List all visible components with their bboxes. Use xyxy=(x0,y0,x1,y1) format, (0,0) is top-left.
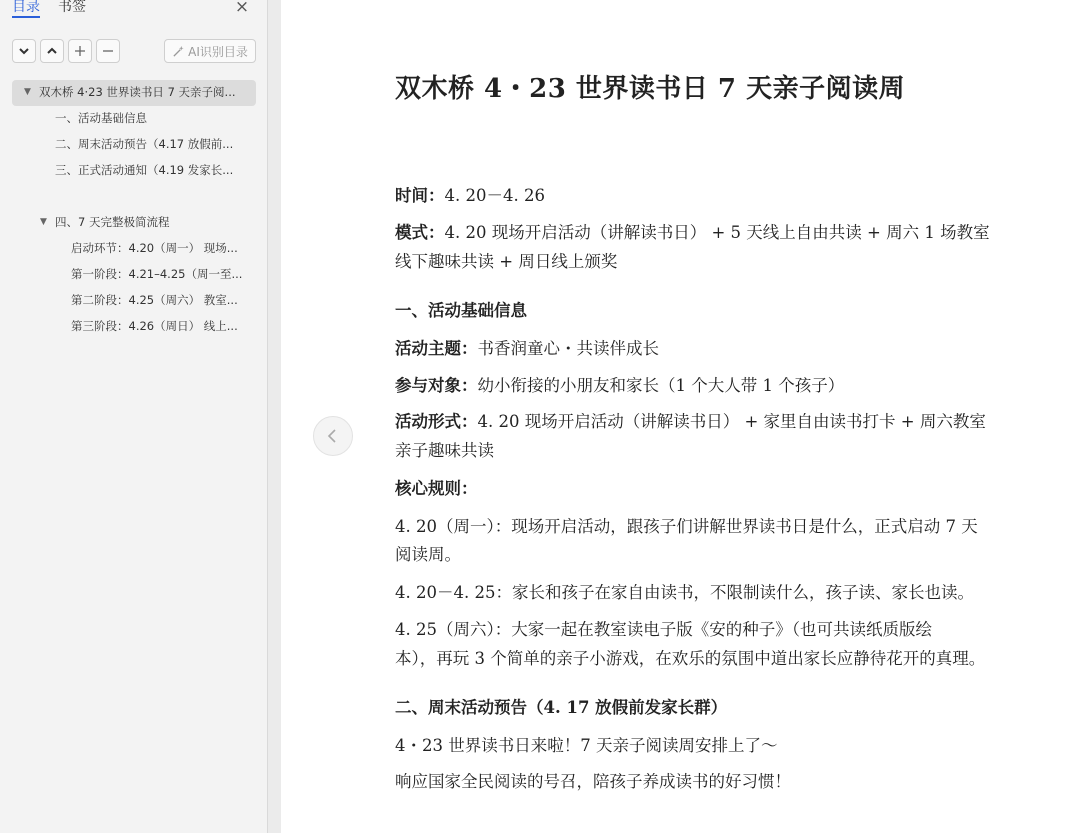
rules-line xyxy=(395,475,478,499)
theme-value: 书香润童心・共读伴成长 xyxy=(477,339,659,358)
toc-spacer xyxy=(12,184,256,210)
notice-line-2: 响应国家全民阅读的号召，陪孩子养成读书的好习惯！ xyxy=(395,772,791,791)
form-label: 活动形式： xyxy=(395,412,478,431)
toc-item-section-1[interactable] xyxy=(12,106,256,132)
plus-icon xyxy=(74,45,86,57)
mode-line-cont: 线下趣味共读 + 周日线上颁奖 xyxy=(395,252,618,271)
section-heading-1: 一、活动基础信息 xyxy=(395,301,527,320)
toc-item-label: 双木桥 4·23 世界读书日 7 天亲子阅... xyxy=(39,85,236,99)
close-icon[interactable]: × xyxy=(234,0,250,17)
ai-recognize-toc-label: AI识别目录 xyxy=(188,44,248,59)
theme-line xyxy=(395,335,659,359)
minus-icon xyxy=(102,45,114,57)
time-label: 时间： xyxy=(395,186,445,205)
expand-all-button[interactable] xyxy=(40,39,64,63)
toc-item-title[interactable] xyxy=(12,80,256,106)
toc-item-step-2[interactable] xyxy=(12,288,256,314)
sidebar-tabs xyxy=(0,0,268,24)
ai-magic-icon xyxy=(172,45,185,58)
target-value: 幼小衔接的小朋友和家长（1 个大人带 1 个孩子） xyxy=(477,376,845,395)
theme-label: 活动主题： xyxy=(395,339,478,358)
toc-item-label: 二、周末活动预告（4.17 放假前... xyxy=(55,137,234,151)
form-line xyxy=(395,408,986,432)
caret-down-icon[interactable]: ▼ xyxy=(40,217,47,227)
mode-line xyxy=(395,219,990,243)
prev-page-button[interactable] xyxy=(313,416,353,456)
rule-2: 4. 20－4. 25：家长和孩子在家自由读书，不限制读什么，孩子读、家长也读。 xyxy=(395,583,974,602)
toc-item-section-2[interactable] xyxy=(12,132,256,158)
toc-item-section-4[interactable] xyxy=(12,210,256,236)
add-heading-button[interactable] xyxy=(68,39,92,63)
section-heading-2: 二、周末活动预告（4. 17 放假前发家长群） xyxy=(395,698,728,717)
caret-down-icon[interactable]: ▼ xyxy=(24,87,31,97)
notice-line-1: 4・23 世界读书日来啦！7 天亲子阅读周安排上了～ xyxy=(395,736,778,755)
chevron-down-icon xyxy=(18,45,30,57)
toc-item-label: 第三阶段：4.26（周日） 线上... xyxy=(71,319,238,333)
toc-item-section-3[interactable] xyxy=(12,158,256,184)
form-value: 4. 20 现场开启活动（讲解读书日） + 家里自由读书打卡 + 周六教室 xyxy=(477,412,986,431)
toc-item-label: 第一阶段：4.21–4.25（周一至... xyxy=(71,267,243,281)
chevron-up-icon xyxy=(46,45,58,57)
remove-heading-button[interactable] xyxy=(96,39,120,63)
toc-item-step-1[interactable] xyxy=(12,262,256,288)
toc-item-step-launch[interactable] xyxy=(12,236,256,262)
ai-recognize-toc-button[interactable] xyxy=(164,39,256,63)
toc-item-label: 第二阶段：4.25（周六） 教室... xyxy=(71,293,238,307)
time-line xyxy=(395,182,545,206)
outline-sidebar xyxy=(0,0,268,833)
rule-3-cont: 本），再玩 3 个简单的亲子小游戏，在欢乐的氛围中道出家长应静待花开的真理。 xyxy=(395,649,986,668)
toc-item-step-3[interactable] xyxy=(12,314,256,340)
toc-item-label: 三、正式活动通知（4.19 发家长... xyxy=(55,163,234,177)
rule-3: 4. 25（周六）：大家一起在教室读电子版《安的种子》（也可共读纸质版绘 xyxy=(395,620,932,639)
collapse-all-button[interactable] xyxy=(12,39,36,63)
mode-value: 4. 20 现场开启活动（讲解读书日） + 5 天线上自由共读 + 周六 1 场教室 xyxy=(444,223,990,242)
toc-item-label: 启动环节：4.20（周一） 现场... xyxy=(71,241,238,255)
rules-label: 核心规则： xyxy=(395,479,478,498)
outline-toolbar xyxy=(12,39,256,63)
chevron-left-icon xyxy=(325,428,341,444)
toc-list xyxy=(12,80,256,340)
page-title: 双木桥 4・23 世界读书日 7 天亲子阅读周 xyxy=(395,74,906,104)
time-value: 4. 20－4. 26 xyxy=(444,186,545,205)
document-page xyxy=(281,0,1080,833)
target-line xyxy=(395,372,844,396)
form-line-cont: 亲子趣味共读 xyxy=(395,441,494,460)
tab-bookmarks[interactable]: 书签 xyxy=(58,0,86,15)
toc-item-label: 一、活动基础信息 xyxy=(55,111,147,125)
rule-1-cont: 阅读周。 xyxy=(395,545,461,564)
toc-item-label: 四、7 天完整极简流程 xyxy=(55,215,170,229)
tab-toc[interactable]: 目录 xyxy=(12,0,40,20)
target-label: 参与对象： xyxy=(395,376,478,395)
mode-label: 模式： xyxy=(395,223,445,242)
rule-1: 4. 20（周一）：现场开启活动，跟孩子们讲解世界读书日是什么，正式启动 7 天 xyxy=(395,517,978,536)
